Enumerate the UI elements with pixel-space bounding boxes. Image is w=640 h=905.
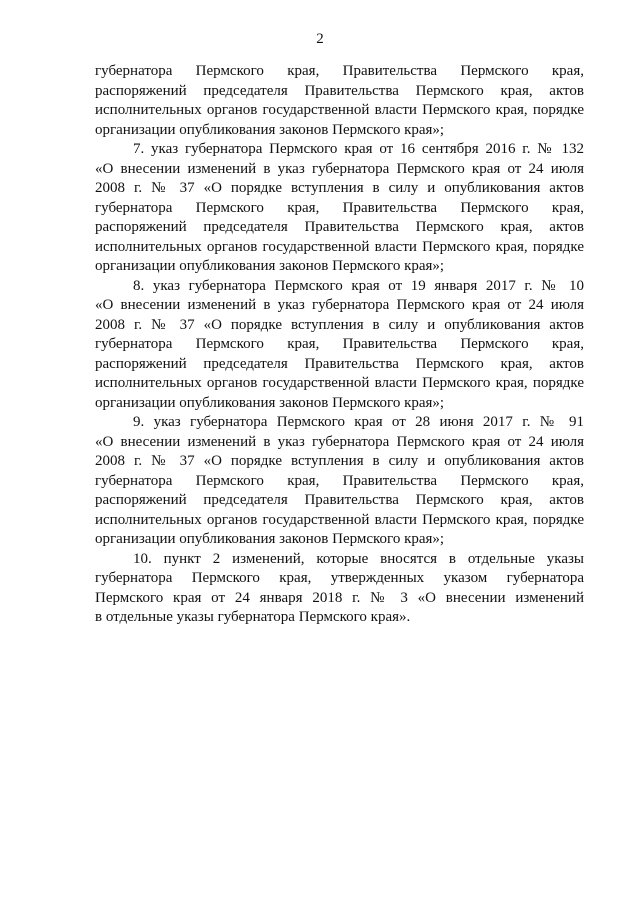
text-line: 2008 г. № 37 «О порядке вступления в силу и опубликования актов <box>95 453 584 469</box>
text-line: «О внесении изменений в указ губернатора Пермского края от 24 июля <box>95 297 584 313</box>
text-line: Пермского края от 24 января 2018 г. № 3 «О внесении изменений <box>95 589 584 606</box>
text-line: губернатора Пермского края, Правительства Пермского края, <box>95 336 584 352</box>
text-line: исполнительных органов государственной власти Пермского края, порядке <box>95 375 584 391</box>
page-number: 2 <box>316 31 324 47</box>
text-line: 2008 г. № 37 «О порядке вступления в силу и опубликования актов <box>95 316 584 333</box>
text-line: исполнительных органов государственной власти Пермского края, порядке <box>95 511 584 528</box>
document-body <box>95 62 584 628</box>
list-item-9-first-line: 9. указ губернатора Пермского края от 28 июня 2017 г. № 91 <box>133 414 584 430</box>
list-item-7-first-line: 7. указ губернатора Пермского края от 16 сентября 2016 г. № 132 <box>133 141 584 157</box>
text-line: исполнительных органов государственной власти Пермского края, порядке <box>95 102 584 118</box>
text-line: «О внесении изменений в указ губернатора Пермского края от 24 июля <box>95 433 584 450</box>
list-item-8-first-line: 8. указ губернатора Пермского края от 19 января 2017 г. № 10 <box>133 277 584 294</box>
text-line: распоряжений председателя Правительства Пермского края, актов <box>95 82 584 99</box>
text-line: 2008 г. № 37 «О порядке вступления в силу и опубликования актов <box>95 180 584 196</box>
text-line: организации опубликования законов Пермского края»; <box>95 258 445 274</box>
text-line: организации опубликования законов Пермского края»; <box>95 394 445 411</box>
text-line: губернатора Пермского края, Правительства Пермского края, <box>95 472 584 489</box>
text-line: губернатора Пермского края, Правительства Пермского края, <box>95 63 584 79</box>
list-item-10-first-line: 10. пункт 2 изменений, которые вносятся в отдельные указы <box>133 550 584 567</box>
text-line: организации опубликования законов Пермского края»; <box>95 121 445 138</box>
text-line: губернатора Пермского края, Правительства Пермского края, <box>95 199 584 216</box>
text-line: «О внесении изменений в указ губернатора Пермского края от 24 июля <box>95 160 584 177</box>
text-line: распоряжений председателя Правительства Пермского края, актов <box>95 492 584 508</box>
text-line: организации опубликования законов Пермского края»; <box>95 531 445 547</box>
text-line: исполнительных органов государственной власти Пермского края, порядке <box>95 238 584 255</box>
text-line: распоряжений председателя Правительства Пермского края, актов <box>95 355 584 372</box>
text-line: распоряжений председателя Правительства Пермского края, актов <box>95 219 584 235</box>
text-line: губернатора Пермского края, утвержденных указом губернатора <box>95 570 584 586</box>
text-line: в отдельные указы губернатора Пермского края». <box>95 609 411 625</box>
